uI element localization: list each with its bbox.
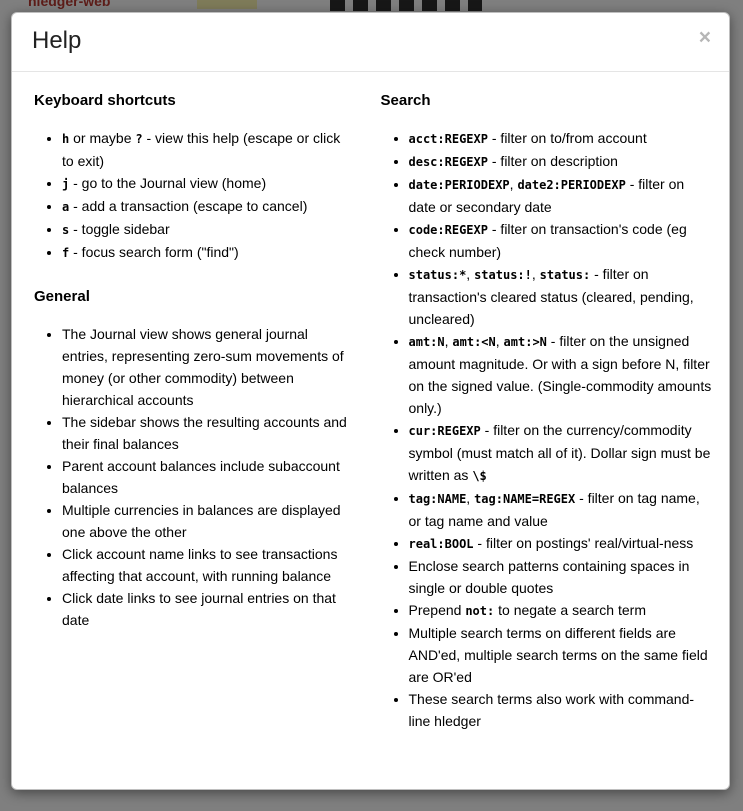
inline-code: \$ <box>472 469 487 483</box>
list-item: • desc:REGEXP - filter on description <box>409 150 714 173</box>
inline-code: status:* <box>408 268 467 282</box>
inline-code: desc:REGEXP <box>408 155 488 169</box>
list-item: • acct:REGEXP - filter on to/from account <box>409 127 714 150</box>
inline-code: status: <box>539 268 591 282</box>
inline-code: ? <box>135 132 143 146</box>
left-column <box>26 92 371 732</box>
list-item: • Click account name links to see transactions affecting that account, with running balance <box>62 543 353 587</box>
inline-code: real:BOOL <box>408 537 474 551</box>
inline-code: code:REGEXP <box>408 223 488 237</box>
inline-code: tag:NAME <box>408 492 467 506</box>
right-column <box>371 92 716 732</box>
list-item: • Click date links to see journal entries on that date <box>62 587 353 631</box>
inline-code: f <box>62 246 70 260</box>
inline-code: s <box>62 223 70 237</box>
list-item: • status:*, status:!, status: - filter on transaction's cleared status (cleared, pending, uncleared) <box>409 263 714 330</box>
modal-title: Help <box>32 27 82 54</box>
inline-code: a <box>62 200 70 214</box>
list-item: • The sidebar shows the resulting accounts and their final balances <box>62 411 353 455</box>
inline-code: amt:<N <box>452 335 496 349</box>
list-item: • The Journal view shows general journal entries, representing zero-sum movements of money (or other commodity) between hierarchical accounts <box>62 323 353 411</box>
inline-code: status:! <box>474 268 532 282</box>
shortcuts-list <box>34 127 353 264</box>
list-item: • Prepend not: to negate a search term <box>409 599 714 622</box>
list-item: • cur:REGEXP - filter on the currency/commodity symbol (must match all of it). Dollar sign must be written as \$ <box>409 419 714 487</box>
inline-code: amt:>N <box>503 335 547 349</box>
list-item: • tag:NAME, tag:NAME=REGEX - filter on tag name, or tag name and value <box>409 487 714 532</box>
list-item: • s - toggle sidebar <box>62 218 353 241</box>
list-item: • amt:N, amt:<N, amt:>N - filter on the unsigned amount magnitude. Or with a sign before N, filter on the signed value. (Single-commodity amounts only.) <box>409 330 714 419</box>
list-item: • h or maybe ? - view this help (escape or click to exit) <box>62 127 353 172</box>
list-item: • j - go to the Journal view (home) <box>62 172 353 195</box>
inline-code: tag:NAME=REGEX <box>474 492 576 506</box>
list-item: • date:PERIODEXP, date2:PERIODEXP - filter on date or secondary date <box>409 173 714 218</box>
list-item: • These search terms also work with command-line hledger <box>409 688 714 732</box>
list-item: • Enclose search patterns containing spaces in single or double quotes <box>409 555 714 599</box>
inline-code: cur:REGEXP <box>408 424 481 438</box>
inline-code: acct:REGEXP <box>408 132 488 146</box>
list-item: • real:BOOL - filter on postings' real/virtual-ness <box>409 532 714 555</box>
list-item: • f - focus search form ("find") <box>62 241 353 264</box>
inline-code: not: <box>465 604 495 618</box>
modal-header <box>12 13 729 72</box>
list-item: • Multiple search terms on different fields are AND'ed, multiple search terms on the same field are OR'ed <box>409 622 714 688</box>
search-list <box>381 127 714 732</box>
list-item: • Multiple currencies in balances are displayed one above the other <box>62 499 353 543</box>
list-item: • a - add a transaction (escape to cancel) <box>62 195 353 218</box>
list-item: • code:REGEXP - filter on transaction's code (eg check number) <box>409 218 714 263</box>
inline-code: date:PERIODEXP <box>408 178 510 192</box>
shortcuts-heading: Keyboard shortcuts <box>34 92 176 109</box>
modal-body <box>12 72 729 752</box>
list-item: • Parent account balances include subaccount balances <box>62 455 353 499</box>
close-button[interactable] <box>695 25 715 50</box>
search-heading: Search <box>380 92 431 109</box>
inline-code: h <box>62 132 70 146</box>
inline-code: j <box>62 177 70 191</box>
close-icon: × <box>698 26 711 49</box>
general-heading: General <box>34 288 90 305</box>
inline-code: amt:N <box>408 335 445 349</box>
general-list <box>34 323 353 631</box>
help-modal <box>11 12 730 790</box>
inline-code: date2:PERIODEXP <box>517 178 626 192</box>
